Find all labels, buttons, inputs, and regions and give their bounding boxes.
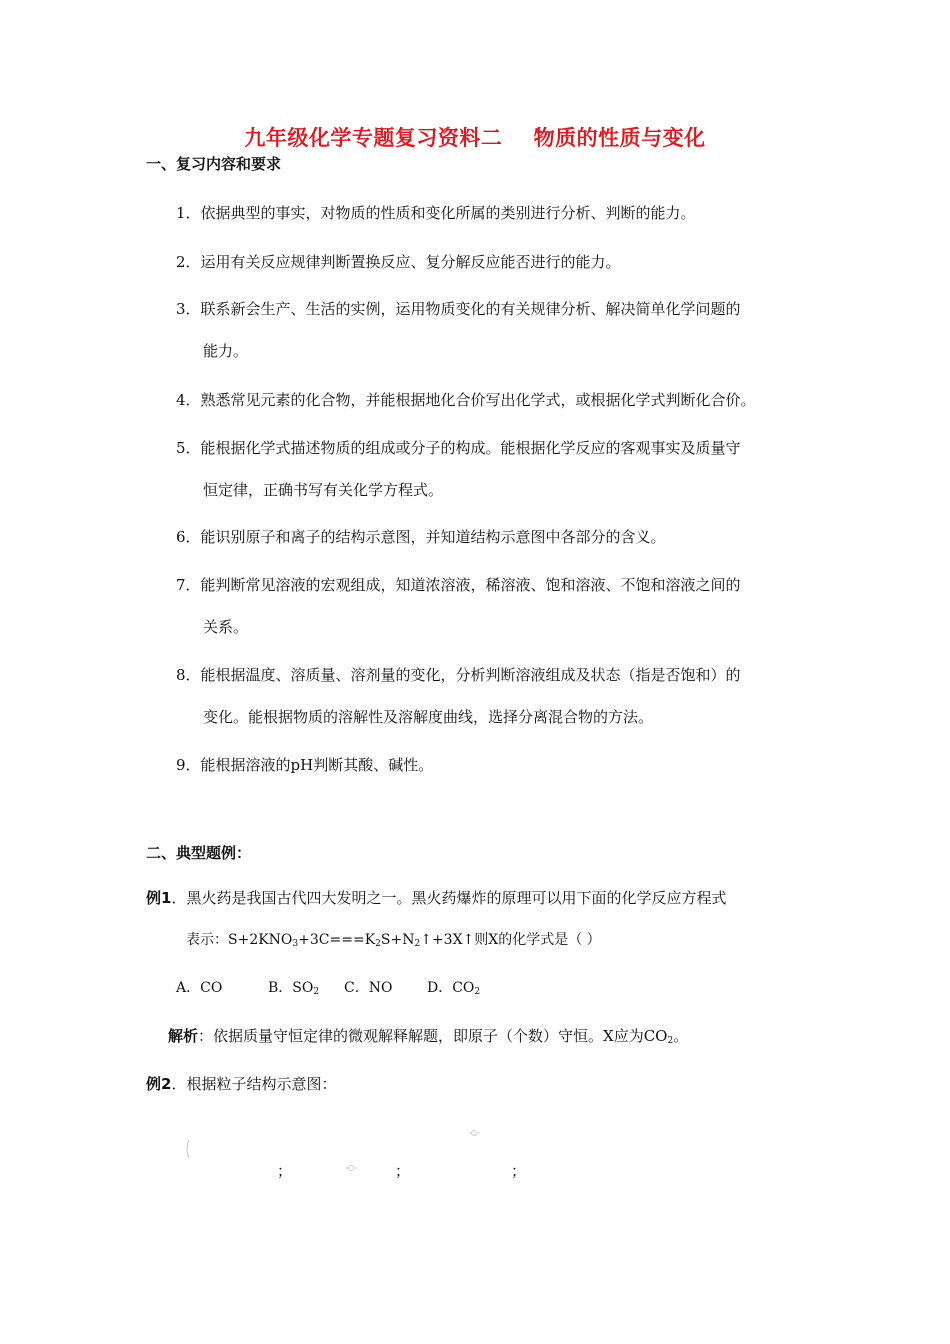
- particle-diagram-placeholder: [182, 1138, 192, 1160]
- list-item-continuation: 恒定律，正确书写有关化学方程式。: [203, 481, 444, 499]
- section1-heading: 一、复习内容和要求: [146, 155, 282, 173]
- option-a: A．CO: [176, 980, 223, 996]
- separator: ；: [395, 1162, 411, 1180]
- list-item: 7．能判断常见溶液的宏观组成，知道浓溶液，稀溶液、饱和溶液、不饱和溶液之间的: [176, 576, 741, 594]
- list-item: 5．能根据化学式描述物质的组成或分子的构成。能根据化学反应的客观事实及质量守: [176, 439, 741, 457]
- example-2: 例2．根据粒子结构示意图：: [146, 1075, 337, 1093]
- list-item: 6．能识别原子和离子的结构示意图，并知道结构示意图中各部分的含义。: [176, 528, 666, 546]
- analysis-label: 解析: [168, 1027, 199, 1045]
- list-item-continuation: 能力。: [203, 342, 249, 360]
- list-item-continuation: 变化。能根据物质的溶解性及溶解度曲线，选择分离混合物的方法。: [203, 708, 654, 726]
- option-b: B．$SO_2$: [268, 980, 320, 997]
- option-d: D．$CO_2$: [427, 980, 481, 997]
- example-1: 例1．黑火药是我国古代四大发明之一。黑火药爆炸的原理可以用下面的化学反应方程式: [146, 889, 727, 907]
- option-c: C．NO: [344, 980, 393, 996]
- particle-diagram-placeholder: [344, 1162, 358, 1174]
- list-item: 3．联系新会生产、生活的实例，运用物质变化的有关规律分析、解决简单化学问题的: [176, 300, 741, 318]
- example-label: 例2: [146, 1075, 172, 1093]
- page-title: 九年级化学专题复习资料二 物质的性质与变化: [244, 126, 706, 150]
- example-1-equation: 表示：$S+2KNO_3+3C===K_2S+N_2↑+3X↑$则X的化学式是（ ）: [186, 932, 601, 949]
- section2-heading: 二、典型题例：: [146, 844, 252, 862]
- list-item: 4．熟悉常见元素的化合物，并能根据地化合价写出化学式，或根据化学式判断化合价。: [176, 391, 756, 409]
- list-item: 1．依据典型的事实，对物质的性质和变化所属的类别进行分析、判断的能力。: [176, 204, 696, 222]
- list-item: 8．能根据温度、溶质量、溶剂量的变化，分析判断溶液组成及状态（指是否饱和）的: [176, 666, 741, 684]
- separator: ；: [511, 1162, 527, 1180]
- list-item: 9．能根据溶液的pH判断其酸、碱性。: [176, 756, 434, 774]
- list-item-continuation: 关系。: [203, 618, 249, 636]
- list-item: 2．运用有关反应规律判断置换反应、复分解反应能否进行的能力。: [176, 253, 621, 271]
- analysis: 解析：依据质量守恒定律的微观解释解题，即原子（个数）守恒。X应为$CO_2$。: [168, 1027, 689, 1046]
- particle-diagram-placeholder: [466, 1126, 482, 1140]
- example-label: 例1: [146, 889, 172, 907]
- separator: ；: [277, 1162, 293, 1180]
